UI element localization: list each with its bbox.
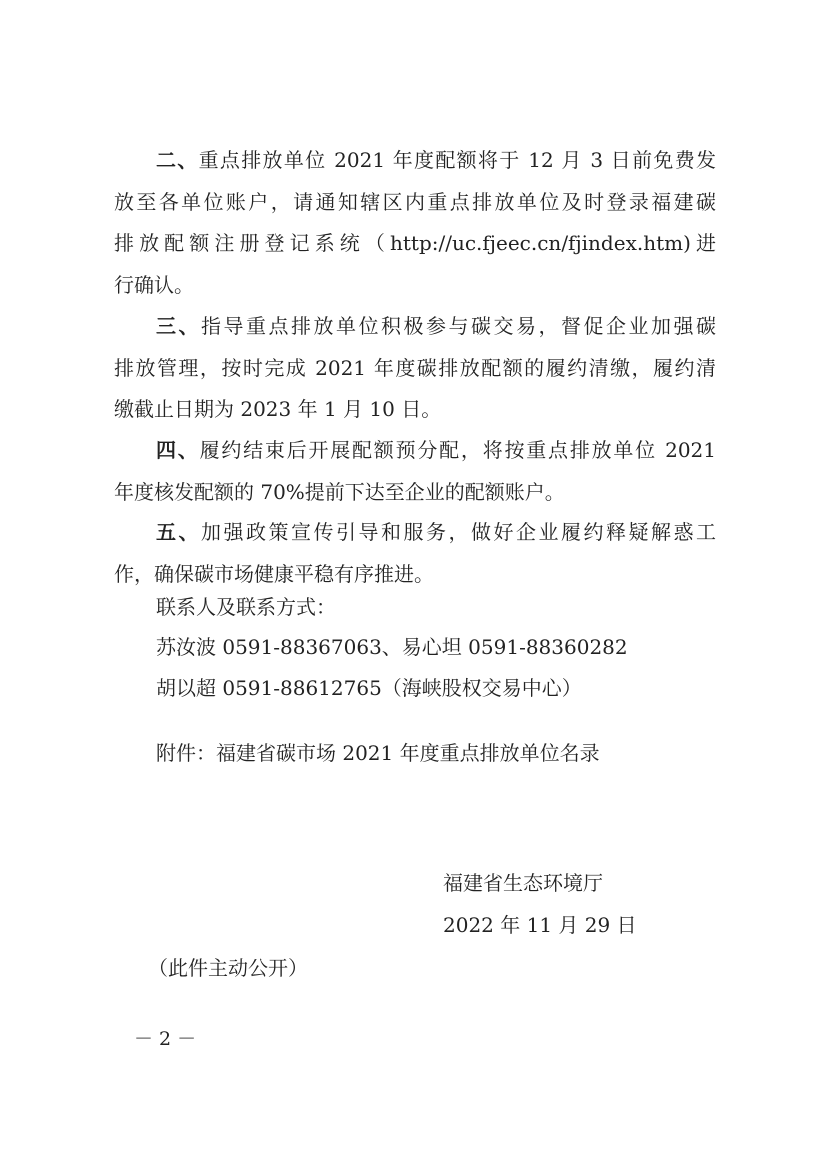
section-two-line-2: 放至各单位账户，请通知辖区内重点排放单位及时登录福建碳 — [114, 189, 716, 214]
section-three-line-1 — [114, 306, 716, 348]
section-two-line-3: 排放配额注册登记系统（http://uc.fjeec.cn/fjindex.htm)进 — [114, 231, 716, 255]
disclosure-note: （此件主动公开） — [148, 956, 308, 980]
section-three-lead: 三、 — [156, 314, 201, 338]
section-five-line-1 — [114, 512, 716, 554]
page-number: － 2 － — [134, 1028, 197, 1050]
section-two-line-4: 行确认。 — [114, 272, 194, 297]
section-two-text-1: 重点排放单位 2021 年度配额将于 12 月 3 日前免费发 — [198, 148, 717, 172]
section-three — [114, 306, 716, 431]
issuing-organization: 福建省生态环境厅 — [443, 871, 603, 895]
contact-line-2: 胡以超 0591-88612765（海峡股权交易中心） — [156, 676, 582, 700]
contact-heading: 联系人及联系方式： — [156, 595, 336, 619]
contact-line-1: 苏汝波 0591-88367063、易心坦 0591-88360282 — [156, 635, 628, 659]
section-five-line-2: 作，确保碳市场健康平稳有序推进。 — [114, 561, 434, 586]
section-five-text-1: 加强政策宣传引导和服务，做好企业履约释疑解惑工 — [201, 520, 716, 544]
section-four-text-1: 履约结束后开展配额预分配，将按重点排放单位 2021 — [199, 438, 716, 462]
section-two — [114, 140, 716, 306]
section-three-text-1: 指导重点排放单位积极参与碳交易，督促企业加强碳 — [201, 314, 716, 338]
section-four-lead: 四、 — [156, 438, 200, 462]
section-four-line-1 — [114, 430, 716, 472]
section-five — [114, 512, 716, 595]
section-three-line-3: 缴截止日期为 2023 年 1 月 10 日。 — [114, 397, 442, 421]
attachment-line: 附件：福建省碳市场 2021 年度重点排放单位名录 — [156, 741, 600, 765]
section-two-line-1 — [114, 140, 716, 182]
issue-date: 2022 年 11 月 29 日 — [443, 913, 637, 937]
section-two-lead: 二、 — [156, 148, 199, 172]
section-three-line-2: 排放管理，按时完成 2021 年度碳排放配额的履约清缴，履约清 — [114, 355, 716, 380]
section-four-line-2: 年度核发配额的 70%提前下达至企业的配额账户。 — [114, 479, 565, 504]
section-four — [114, 430, 716, 513]
section-five-lead: 五、 — [156, 520, 201, 544]
